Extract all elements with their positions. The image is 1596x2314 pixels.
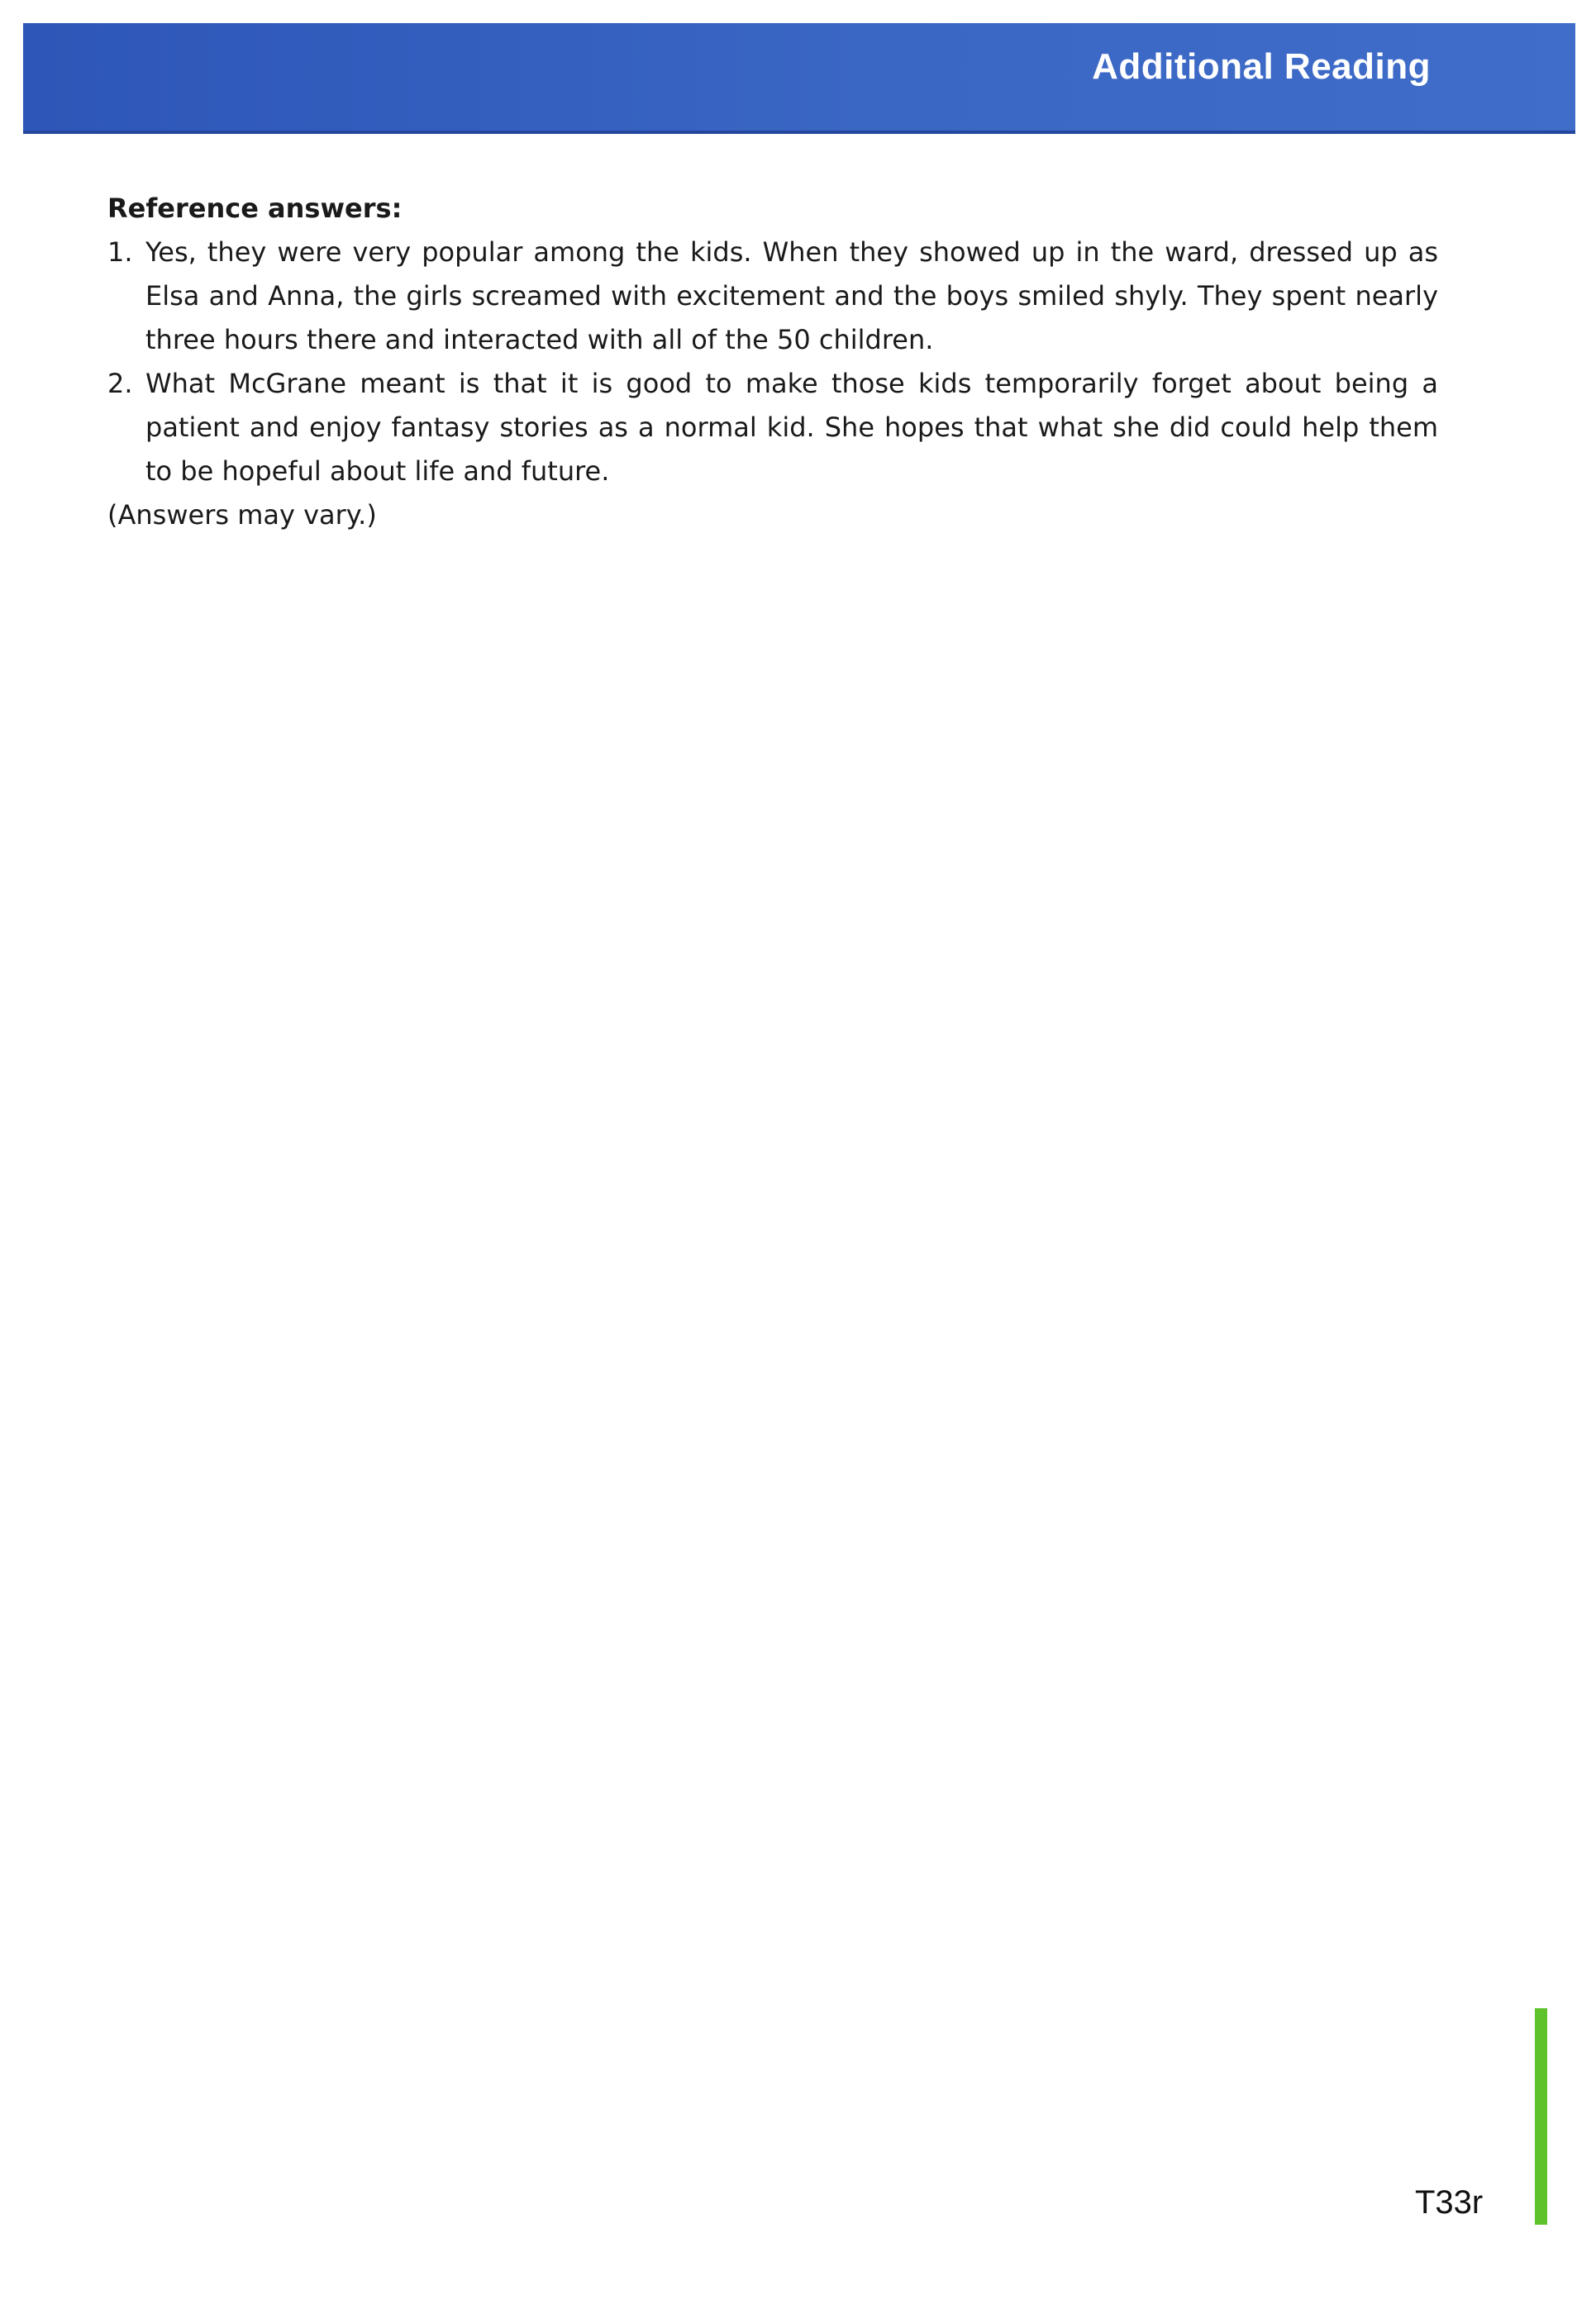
answer-number: 1. [107, 236, 133, 268]
answer-item [107, 362, 1438, 493]
answer-list [107, 231, 1438, 493]
page-edge-marker [1535, 2008, 1547, 2225]
answer-text: Yes, they were very popular among the kids. When they showed up in the ward, dressed up as Elsa and Anna, the girls screamed with excitement and the boys smiled shyly. They spent nearly three hours there and interacted with all of the 50 children. [145, 236, 1438, 355]
answer-text: What McGrane meant is that it is good to make those kids temporarily forget about being a patient and enjoy fantasy stories as a normal kid. She hopes that what she did could help them to be hopeful about life and future. [145, 368, 1438, 487]
reference-answers-section [107, 187, 1438, 537]
answer-number: 2. [107, 368, 133, 399]
reference-answers-heading: Reference answers: [107, 193, 403, 224]
section-title: Additional Reading [1092, 46, 1431, 87]
answers-note: (Answers may vary.) [107, 499, 377, 531]
answer-item [107, 231, 1438, 362]
page-number: T33r [1415, 2184, 1484, 2221]
